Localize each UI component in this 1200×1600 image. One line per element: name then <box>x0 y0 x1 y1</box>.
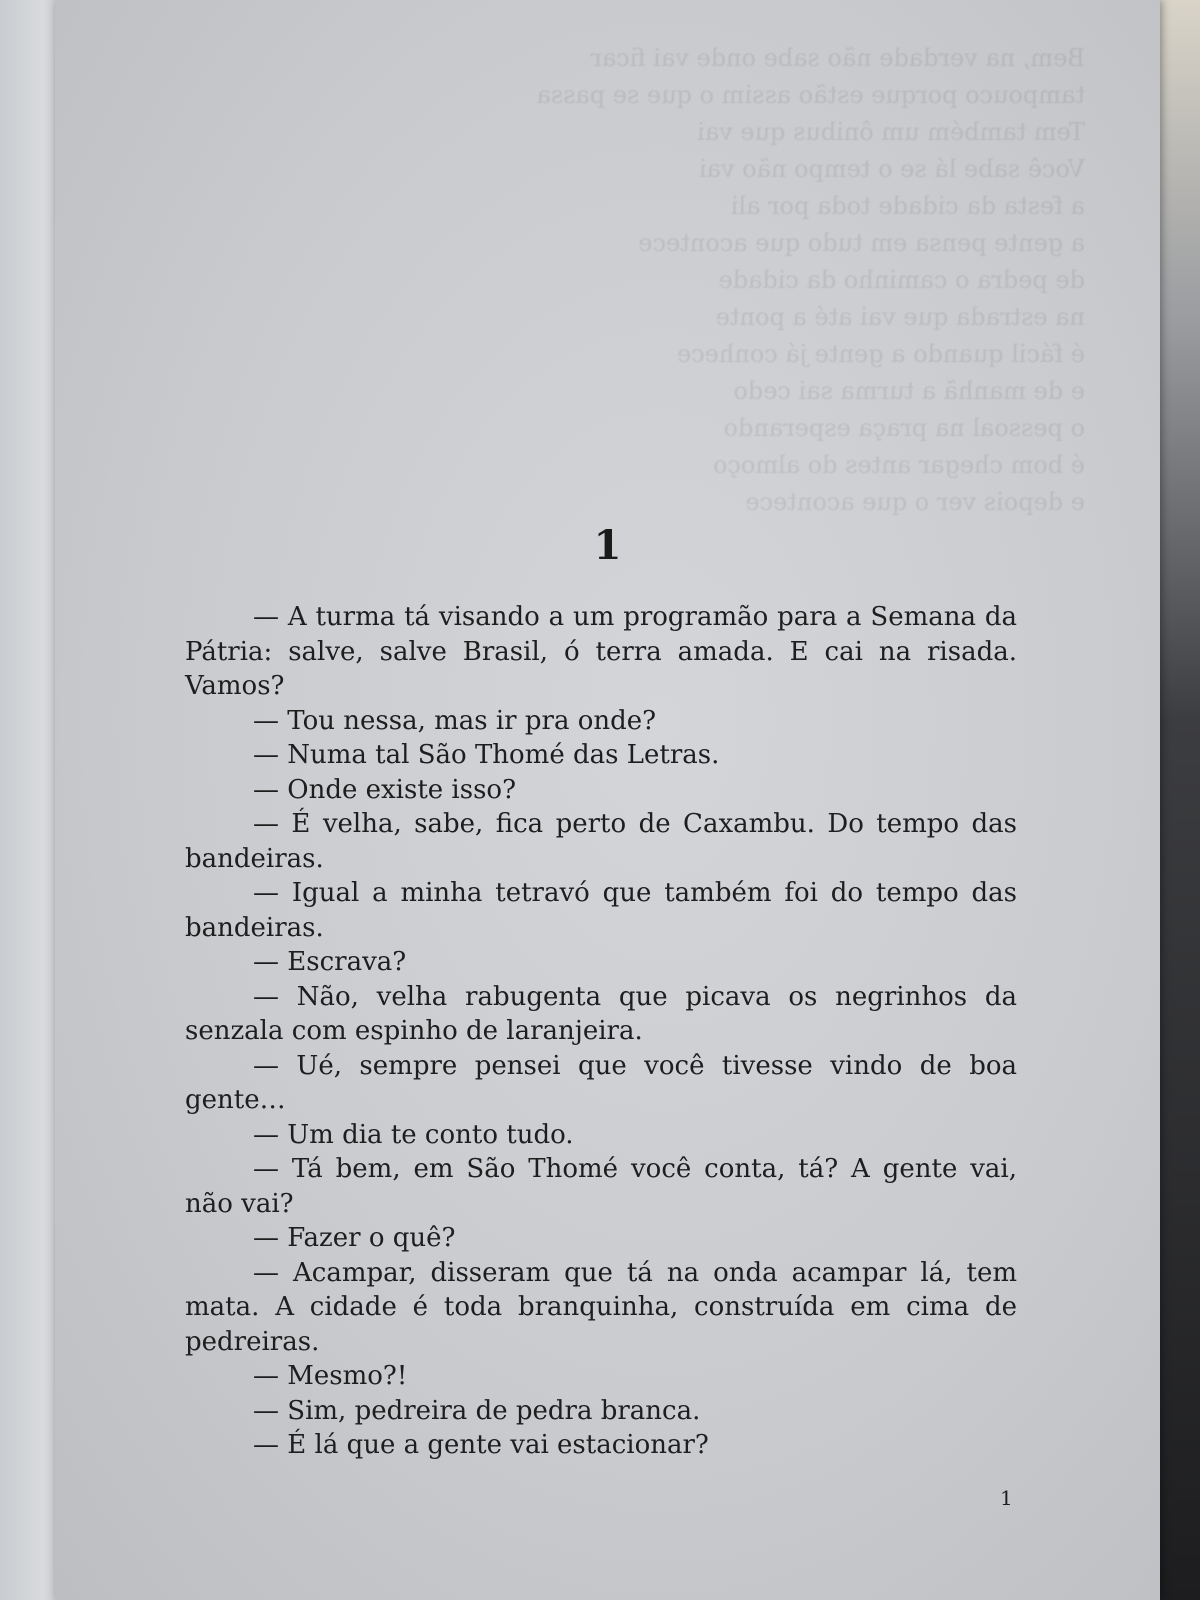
dialogue-line: — Não, velha rabugenta que picava os negrinhos da senzala com espinho de laranjeira. <box>185 981 1017 1046</box>
book-page <box>55 0 1160 1600</box>
reverse-side-bleed-through: Bem, na verdade não sabe onde vai ficar tampouco porque estão assim o que se passa Tem também um ônibus que vai Você sabe lá se o tempo não vai a festa da cidade toda por ali a gente pensa em tudo que acontece de pedra o caminho da cidade na estrada que vai até a ponte é fácil quando a gente já conhece e de manhã a turma sai cedo o pessoal na praça esperando é bom chegar antes do almoço e depois ver o que acontece <box>536 44 1085 516</box>
dialogue-line: — Numa tal São Thomé das Letras. <box>253 740 720 770</box>
page-number: 1 <box>1000 1486 1013 1510</box>
dialogue-line: — Tá bem, em São Thomé você conta, tá? A gente vai, não vai? <box>185 1154 1017 1219</box>
dialogue-line: — Acampar, disseram que tá na onda acampar lá, tem mata. A cidade é toda branquinha, construída em cima de pedreiras. <box>185 1257 1017 1357</box>
dialogue-line: — Ué, sempre pensei que você tivesse vindo de boa gente… <box>185 1050 1017 1115</box>
dialogue-line: — Tou nessa, mas ir pra onde? <box>253 705 657 736</box>
dialogue-line: — Onde existe isso? <box>253 774 517 805</box>
dialogue-line: — A turma tá visando a um programão para a Semana da Pátria: salve, salve Brasil, ó terra amada. E cai na risada. Vamos? <box>185 602 1017 701</box>
dialogue-line: — Um dia te conto tudo. <box>253 1119 574 1150</box>
dialogue-line: — É lá que a gente vai estacionar? <box>253 1430 709 1460</box>
dialogue-line: — Escrava? <box>253 947 407 977</box>
chapter-number: 1 <box>593 522 622 569</box>
dialogue-line: — Igual a minha tetravó que também foi do tempo das bandeiras. <box>185 878 1017 943</box>
dialogue-line: — Mesmo?! <box>253 1361 408 1391</box>
dialogue-line: — Fazer o quê? <box>253 1223 456 1253</box>
dialogue-line: — Sim, pedreira de pedra branca. <box>253 1395 701 1426</box>
chapter-text <box>185 600 1017 1463</box>
dialogue-line: — É velha, sabe, fica perto de Caxambu. Do tempo das bandeiras. <box>185 809 1017 874</box>
